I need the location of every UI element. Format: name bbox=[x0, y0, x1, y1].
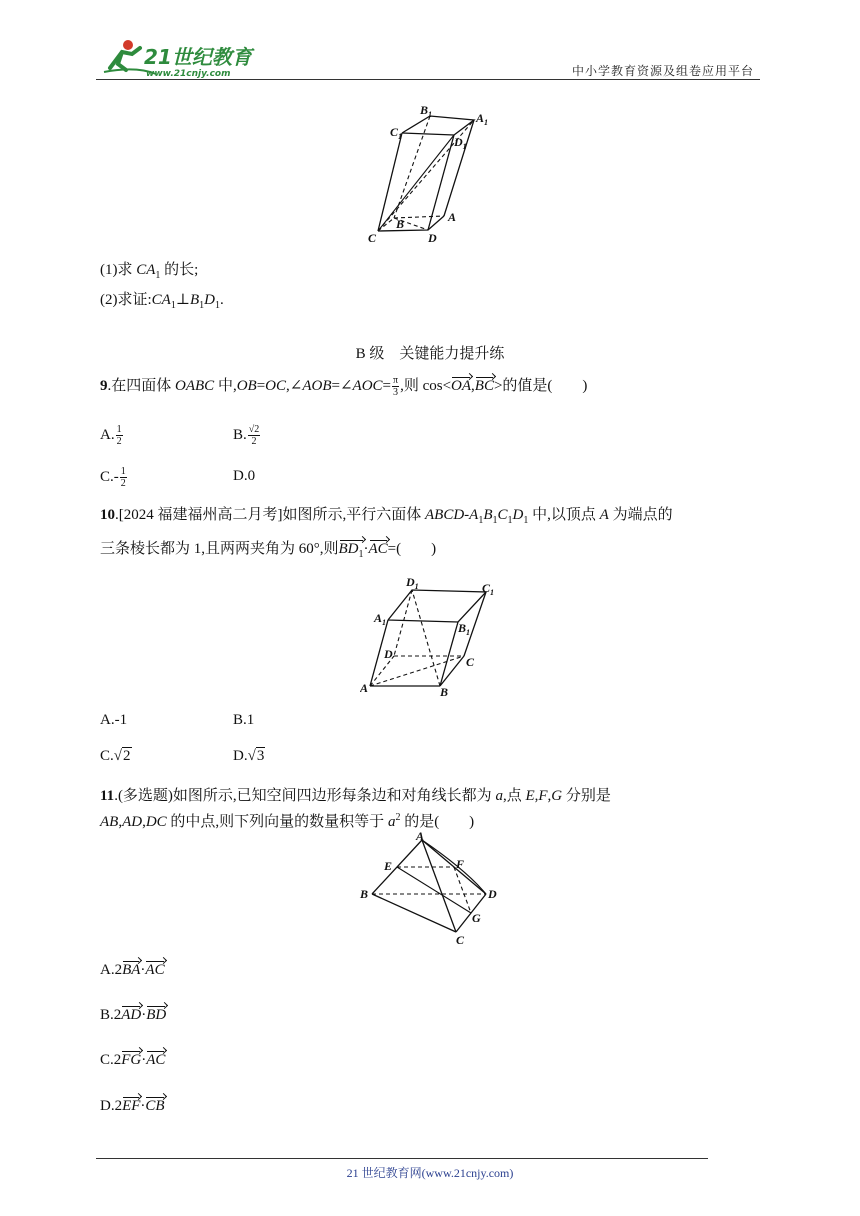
vector-BC: BC bbox=[474, 378, 494, 394]
figure-parallelepiped-2 bbox=[360, 572, 510, 707]
logo-text: 21世纪教育 bbox=[144, 45, 252, 69]
q9-option-b: B. $\frac{√2}{2}$ bbox=[233, 424, 260, 447]
label-C1: $C_1$ bbox=[482, 581, 495, 597]
label-A: A bbox=[416, 830, 425, 843]
vector-AC: AC bbox=[368, 541, 388, 557]
label-G: G bbox=[472, 911, 481, 925]
label-D: D bbox=[384, 647, 393, 661]
fraction-pi-over-3: $\frac{\pi}{3}$ bbox=[393, 375, 399, 399]
q11-stem-line2: AB,AD,DC 的中点,则下列向量的数量积等于 $a^2$ 的是( ) bbox=[100, 812, 475, 830]
label-D1: $D_1$ bbox=[406, 575, 419, 591]
q11-option-c: C.2FG·AC bbox=[100, 1052, 166, 1068]
header-platform-text: 中小学教育资源及组卷应用平台 bbox=[571, 64, 754, 78]
q11-option-d: D.2EF·CB bbox=[100, 1098, 165, 1114]
label-A1: $A_1$ bbox=[374, 611, 387, 627]
label-D1: $D_1$ bbox=[454, 135, 467, 151]
label-F: F bbox=[456, 857, 465, 871]
q9-option-a: A. $\frac{1}{2}$ bbox=[100, 424, 122, 447]
section-title: B 级 关键能力提升练 bbox=[355, 346, 505, 362]
q9-stem: 9.在四面体 OABC 中,OB=OC,∠AOB=∠AOC= $\frac{\pi}{3}$ ,则 cos<OA,BC>的值是( ) bbox=[100, 375, 588, 399]
q10-option-d: D.√3 bbox=[233, 748, 265, 764]
q11-option-b: B.2AD·BD bbox=[100, 1007, 167, 1023]
label-B1: $B_1$ bbox=[420, 103, 433, 119]
label-B1: $B_1$ bbox=[458, 621, 471, 637]
header-divider bbox=[96, 79, 760, 80]
label-C: C bbox=[456, 933, 465, 947]
q9-option-c: C.- $\frac{1}{2}$ bbox=[100, 466, 126, 489]
figure-tetrahedron bbox=[356, 830, 516, 953]
q10-option-c: C.√2 bbox=[100, 748, 131, 764]
q10-option-b: B.1 bbox=[233, 712, 255, 728]
vector-BD1: $BD_1$ bbox=[338, 541, 364, 560]
q10-stem-line2: 三条棱长都为 1,且两两夹角为 60°,则$BD_1\cdot AC=$( ) bbox=[100, 541, 437, 560]
label-C: C bbox=[368, 231, 377, 245]
logo-url: www.21cnjy.com bbox=[146, 69, 231, 79]
label-D: D bbox=[488, 887, 497, 901]
q8-part1: (1)求 $CA_1$ 的长; bbox=[100, 262, 199, 281]
vector-OA: OA bbox=[451, 378, 472, 394]
label-C: C bbox=[466, 655, 475, 669]
q10-stem-line1: 10.[2024 福建福州高二月考]如图所示,平行六面体 ABCD-$A_1B_1C_1D_1$ 中,以顶点 A 为端点的 bbox=[100, 507, 673, 526]
label-B: B bbox=[440, 685, 449, 699]
label-A1: $A_1$ bbox=[476, 111, 489, 127]
label-D: D bbox=[428, 231, 437, 245]
label-E: E bbox=[384, 859, 393, 873]
q11-stem-line1: 11.(多选题)如图所示,已知空间四边形每条边和对角线长都为 a,点 E,F,G 分别是 bbox=[100, 788, 611, 804]
q10-option-a: A.-1 bbox=[100, 712, 128, 728]
label-A: A bbox=[360, 681, 369, 695]
label-B: B bbox=[396, 217, 405, 231]
label-C1: $C_1$ bbox=[390, 125, 403, 141]
footer-divider bbox=[96, 1158, 708, 1159]
site-logo bbox=[96, 36, 266, 80]
figure-parallelepiped-1 bbox=[362, 100, 502, 255]
q8-part2: (2)求证$:CA_1\perp B_1D_1$. bbox=[100, 292, 224, 311]
label-B: B bbox=[360, 887, 369, 901]
q9-option-d: D.0 bbox=[233, 468, 256, 484]
label-A: A bbox=[448, 210, 457, 224]
q11-option-a: A.2BA·AC bbox=[100, 962, 165, 978]
footer-text: 21 世纪教育网(www.21cnjy.com) bbox=[346, 1166, 514, 1180]
